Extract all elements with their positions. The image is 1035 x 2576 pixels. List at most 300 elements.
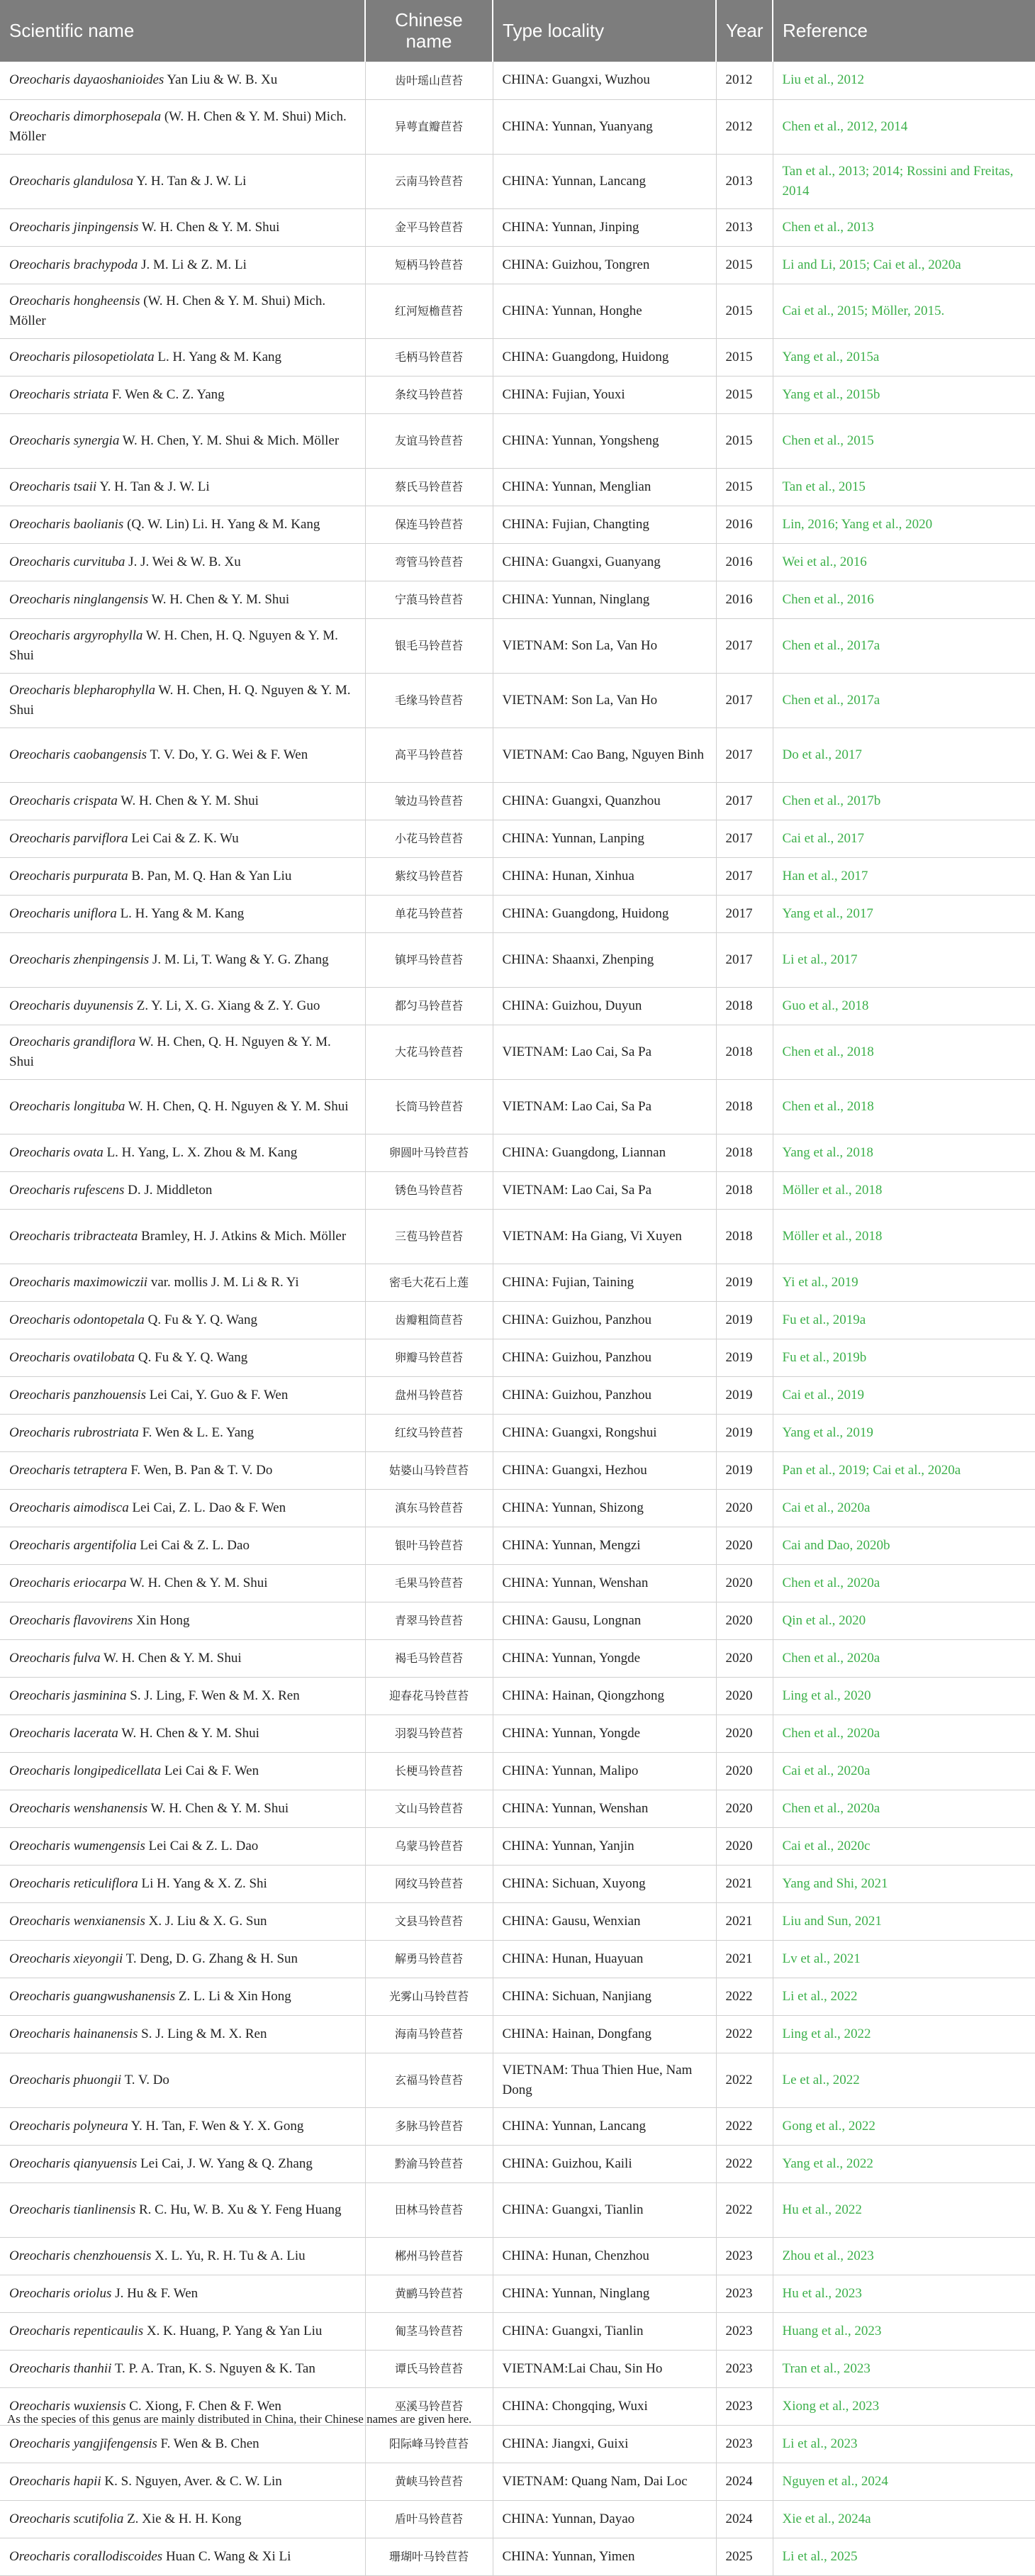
chinese-name-cell: 银毛马铃苣苔 [365,618,493,673]
chinese-name-cell: 都匀马铃苣苔 [365,987,493,1025]
table-row [0,284,1035,338]
table-row [0,1902,1035,1940]
species-authority: J. Hu & F. Wen [115,2285,198,2301]
table-row [0,2015,1035,2053]
type-locality-cell: CHINA: Fujian, Taining [493,1264,716,1301]
reference-link[interactable]: Chen et al., 2017b [773,782,1035,820]
species-authority: Lei Cai, Z. L. Dao & F. Wen [132,1500,286,1515]
scientific-name-cell [0,2350,365,2387]
year-cell: 2017 [716,857,773,895]
year-cell: 2017 [716,618,773,673]
type-locality-cell: CHINA: Guizhou, Panzhou [493,1301,716,1339]
species-epithet: Oreocharis yangjifengensis [9,2436,157,2451]
reference-link[interactable]: Tan et al., 2015 [773,468,1035,506]
table-row [0,2538,1035,2575]
species-epithet: Oreocharis xieyongii [9,1951,123,1966]
table-row [0,1940,1035,1978]
header-chinese-name: Chinese name [365,0,493,62]
species-epithet: Oreocharis tianlinensis [9,2202,136,2217]
table-row [0,1677,1035,1714]
species-authority: T. P. A. Tran, K. S. Nguyen & K. Tan [114,2360,315,2376]
table-row [0,506,1035,543]
chinese-name-cell: 金平马铃苣苔 [365,208,493,246]
year-cell: 2019 [716,1451,773,1489]
chinese-name-cell: 友谊马铃苣苔 [365,413,493,468]
reference-link[interactable]: Yang et al., 2015a [773,338,1035,376]
reference-link[interactable]: Chen et al., 2020a [773,1639,1035,1677]
chinese-name-cell: 锈色马铃苣苔 [365,1171,493,1209]
year-cell: 2024 [716,2500,773,2538]
reference-link[interactable]: Yang and Shi, 2021 [773,1865,1035,1902]
chinese-name-cell: 迎春花马铃苣苔 [365,1677,493,1714]
table-row [0,2312,1035,2350]
reference-link[interactable]: Huang et al., 2023 [773,2312,1035,2350]
year-cell: 2017 [716,932,773,987]
year-cell: 2023 [716,2425,773,2463]
year-cell: 2016 [716,506,773,543]
species-epithet: Oreocharis synergia [9,433,120,448]
species-epithet: Oreocharis rubrostriata [9,1424,139,1440]
scientific-name-cell [0,2312,365,2350]
chinese-name-cell: 三苞马铃苣苔 [365,1209,493,1264]
chinese-name-cell: 卵瓣马铃苣苔 [365,1339,493,1376]
chinese-name-cell: 单花马铃苣苔 [365,895,493,932]
type-locality-cell: CHINA: Guangxi, Quanzhou [493,782,716,820]
type-locality-cell: CHINA: Guangxi, Tianlin [493,2182,716,2237]
chinese-name-cell: 镇坪马铃苣苔 [365,932,493,987]
scientific-name-cell [0,208,365,246]
type-locality-cell: CHINA: Yunnan, Lanping [493,820,716,857]
reference-link[interactable]: Yang et al., 2015b [773,376,1035,413]
table-row [0,1865,1035,1902]
scientific-name-cell [0,1639,365,1677]
species-epithet: Oreocharis duyunensis [9,998,134,1013]
reference-link[interactable]: Guo et al., 2018 [773,987,1035,1025]
type-locality-cell: CHINA: Jiangxi, Guixi [493,2425,716,2463]
scientific-name-cell [0,1714,365,1752]
table-header-row [0,0,1035,62]
table-row [0,895,1035,932]
species-authority: (Q. W. Lin) Li. H. Yang & M. Kang [127,516,320,532]
type-locality-cell: CHINA: Chongqing, Wuxi [493,2387,716,2425]
type-locality-cell: VIETNAM: Thua Thien Hue, Nam Dong [493,2053,716,2107]
scientific-name-cell [0,543,365,581]
scientific-name-cell [0,2500,365,2538]
reference-link[interactable]: Do et al., 2017 [773,727,1035,782]
reference-link[interactable]: Gong et al., 2022 [773,2107,1035,2145]
type-locality-cell: CHINA: Guangdong, Liannan [493,1134,716,1171]
scientific-name-cell [0,1527,365,1564]
year-cell: 2018 [716,1079,773,1134]
year-cell: 2020 [716,1639,773,1677]
reference-link[interactable]: Liu et al., 2012 [773,62,1035,99]
chinese-name-cell: 长梗马铃苣苔 [365,1752,493,1790]
reference-link[interactable]: Le et al., 2022 [773,2053,1035,2107]
year-cell: 2020 [716,1564,773,1602]
reference-link[interactable]: Möller et al., 2018 [773,1209,1035,1264]
chinese-name-cell: 青翠马铃苣苔 [365,1602,493,1639]
table-row [0,1171,1035,1209]
scientific-name-cell [0,506,365,543]
year-cell: 2017 [716,820,773,857]
species-epithet: Oreocharis ovata [9,1144,103,1160]
scientific-name-cell [0,1301,365,1339]
scientific-name-cell [0,2237,365,2275]
scientific-name-cell [0,1940,365,1978]
year-cell: 2013 [716,208,773,246]
species-epithet: Oreocharis flavovirens [9,1612,133,1628]
species-authority: J. M. Li & Z. M. Li [141,257,247,272]
reference-link[interactable]: Chen et al., 2015 [773,413,1035,468]
type-locality-cell: VIETNAM: Son La, Van Ho [493,618,716,673]
chinese-name-cell: 文县马铃苣苔 [365,1902,493,1940]
chinese-name-cell: 毛果马铃苣苔 [365,1564,493,1602]
species-authority: Q. Fu & Y. Q. Wang [147,1312,257,1327]
table-row [0,2145,1035,2182]
table-row [0,338,1035,376]
year-cell: 2023 [716,2387,773,2425]
scientific-name-cell [0,1376,365,1414]
chinese-name-cell: 黔渝马铃苣苔 [365,2145,493,2182]
type-locality-cell: CHINA: Hainan, Dongfang [493,2015,716,2053]
chinese-name-cell: 异萼直瓣苣苔 [365,99,493,154]
year-cell: 2015 [716,338,773,376]
header-type-locality: Type locality [493,0,716,62]
type-locality-cell: CHINA: Gausu, Longnan [493,1602,716,1639]
reference-link[interactable]: Cai et al., 2020a [773,1489,1035,1527]
reference-link[interactable]: Wei et al., 2016 [773,543,1035,581]
species-epithet: Oreocharis fulva [9,1650,101,1666]
species-authority: Z. Xie & H. H. Kong [127,2511,242,2526]
reference-link[interactable]: Chen et al., 2017a [773,673,1035,727]
species-epithet: Oreocharis ovatilobata [9,1349,135,1365]
reference-link[interactable]: Chen et al., 2020a [773,1564,1035,1602]
species-authority: Lei Cai & F. Wen [164,1763,259,1778]
species-epithet: Oreocharis argentifolia [9,1537,137,1553]
reference-link[interactable]: Chen et al., 2018 [773,1079,1035,1134]
species-authority: Y. H. Tan, F. Wen & Y. X. Gong [130,2118,304,2134]
species-authority: J. M. Li, T. Wang & Y. G. Zhang [152,952,329,967]
species-epithet: Oreocharis purpurata [9,868,128,883]
type-locality-cell: CHINA: Yunnan, Yimen [493,2538,716,2575]
year-cell: 2023 [716,2275,773,2312]
year-cell: 2018 [716,1171,773,1209]
species-authority: F. Wen, B. Pan & T. V. Do [130,1462,273,1478]
species-authority: Yan Liu & W. B. Xu [167,72,278,88]
chinese-name-cell: 网纹马铃苣苔 [365,1865,493,1902]
scientific-name-cell [0,857,365,895]
species-epithet: Oreocharis hainanensis [9,2026,138,2041]
reference-link[interactable]: Hu et al., 2023 [773,2275,1035,2312]
table-row [0,2463,1035,2500]
type-locality-cell: VIETNAM: Son La, Van Ho [493,673,716,727]
scientific-name-cell [0,1489,365,1527]
species-epithet: Oreocharis wumengensis [9,1838,145,1853]
reference-link[interactable]: Fu et al., 2019a [773,1301,1035,1339]
species-authority: W. H. Chen, Q. H. Nguyen & Y. M. Shui [128,1098,349,1114]
species-authority: L. H. Yang, L. X. Zhou & M. Kang [106,1144,298,1160]
table-row [0,782,1035,820]
reference-link[interactable]: Cai et al., 2020c [773,1827,1035,1865]
scientific-name-cell [0,1209,365,1264]
species-epithet: Oreocharis pilosopetiolata [9,349,155,364]
scientific-name-cell [0,1079,365,1134]
year-cell: 2018 [716,1025,773,1079]
species-authority: Lei Cai, Y. Guo & F. Wen [149,1387,289,1403]
reference-link[interactable]: Möller et al., 2018 [773,1171,1035,1209]
reference-link[interactable]: Xiong et al., 2023 [773,2387,1035,2425]
reference-link[interactable]: Tran et al., 2023 [773,2350,1035,2387]
chinese-name-cell: 红河短檐苣苔 [365,284,493,338]
type-locality-cell: CHINA: Yunnan, Ninglang [493,581,716,618]
scientific-name-cell [0,932,365,987]
year-cell: 2020 [716,1677,773,1714]
species-epithet: Oreocharis wenxianensis [9,1913,145,1929]
year-cell: 2022 [716,2053,773,2107]
year-cell: 2016 [716,581,773,618]
species-authority: S. J. Ling & M. X. Ren [141,2026,267,2041]
chinese-name-cell: 阳际峰马铃苣苔 [365,2425,493,2463]
table-row [0,1489,1035,1527]
table-row [0,727,1035,782]
year-cell: 2021 [716,1940,773,1978]
year-cell: 2020 [716,1489,773,1527]
table-row [0,1134,1035,1171]
year-cell: 2019 [716,1339,773,1376]
year-cell: 2023 [716,2237,773,2275]
reference-link[interactable]: Li et al., 2017 [773,932,1035,987]
scientific-name-cell [0,2107,365,2145]
reference-link[interactable]: Chen et al., 2020a [773,1714,1035,1752]
table-row [0,1414,1035,1451]
table-row [0,1602,1035,1639]
year-cell: 2019 [716,1414,773,1451]
reference-link[interactable]: Chen et al., 2013 [773,208,1035,246]
reference-link[interactable]: Lv et al., 2021 [773,1940,1035,1978]
reference-link[interactable]: Cai and Dao, 2020b [773,1527,1035,1564]
type-locality-cell: CHINA: Yunnan, Yanjin [493,1827,716,1865]
scientific-name-cell [0,987,365,1025]
scientific-name-cell [0,468,365,506]
year-cell: 2021 [716,1865,773,1902]
table-row [0,1264,1035,1301]
reference-link[interactable]: Cai et al., 2017 [773,820,1035,857]
reference-link[interactable]: Zhou et al., 2023 [773,2237,1035,2275]
type-locality-cell: CHINA: Hunan, Xinhua [493,857,716,895]
species-epithet: Oreocharis qianyuensis [9,2156,138,2171]
chinese-name-cell: 红纹马铃苣苔 [365,1414,493,1451]
species-epithet: Oreocharis eriocarpa [9,1575,127,1590]
reference-link[interactable]: Li et al., 2025 [773,2538,1035,2575]
scientific-name-cell [0,1602,365,1639]
year-cell: 2022 [716,2182,773,2237]
species-authority: Huan C. Wang & Xi Li [165,2548,291,2564]
species-epithet: Oreocharis jasminina [9,1688,127,1703]
table-row [0,246,1035,284]
reference-link[interactable]: Lin, 2016; Yang et al., 2020 [773,506,1035,543]
reference-link[interactable]: Xie et al., 2024a [773,2500,1035,2538]
reference-link[interactable]: Ling et al., 2022 [773,2015,1035,2053]
table-row [0,2182,1035,2237]
table-row [0,1790,1035,1827]
reference-link[interactable]: Li et al., 2022 [773,1978,1035,2015]
species-authority: Lei Cai, J. W. Yang & Q. Zhang [140,2156,313,2171]
type-locality-cell: CHINA: Yunnan, Lancang [493,2107,716,2145]
reference-link[interactable]: Yi et al., 2019 [773,1264,1035,1301]
year-cell: 2015 [716,413,773,468]
header-year: Year [716,0,773,62]
reference-link[interactable]: Li and Li, 2015; Cai et al., 2020a [773,246,1035,284]
species-epithet: Oreocharis maximowiczii [9,1274,148,1290]
chinese-name-cell: 紫纹马铃苣苔 [365,857,493,895]
reference-link[interactable]: Yang et al., 2019 [773,1414,1035,1451]
reference-link[interactable]: Nguyen et al., 2024 [773,2463,1035,2500]
reference-link[interactable]: Cai et al., 2015; Möller, 2015. [773,284,1035,338]
chinese-name-cell: 保连马铃苣苔 [365,506,493,543]
scientific-name-cell [0,2182,365,2237]
table-row [0,1564,1035,1602]
species-epithet: Oreocharis aimodisca [9,1500,129,1515]
chinese-name-cell: 大花马铃苣苔 [365,1025,493,1079]
table-row [0,99,1035,154]
reference-link[interactable]: Pan et al., 2019; Cai et al., 2020a [773,1451,1035,1489]
reference-link[interactable]: Hu et al., 2022 [773,2182,1035,2237]
type-locality-cell: CHINA: Sichuan, Xuyong [493,1865,716,1902]
reference-link[interactable]: Fu et al., 2019b [773,1339,1035,1376]
type-locality-cell: CHINA: Guizhou, Duyun [493,987,716,1025]
year-cell: 2024 [716,2463,773,2500]
type-locality-cell: CHINA: Guizhou, Kaili [493,2145,716,2182]
table-row [0,2237,1035,2275]
species-authority: R. C. Hu, W. B. Xu & Y. Feng Huang [138,2202,342,2217]
species-authority: X. K. Huang, P. Yang & Yan Liu [146,2323,323,2338]
reference-link[interactable]: Yang et al., 2018 [773,1134,1035,1171]
scientific-name-cell [0,581,365,618]
species-epithet: Oreocharis guangwushanensis [9,1988,176,2004]
scientific-name-cell [0,727,365,782]
table-row [0,618,1035,673]
table-row [0,987,1035,1025]
reference-link[interactable]: Chen et al., 2018 [773,1025,1035,1079]
reference-link[interactable]: Qin et al., 2020 [773,1602,1035,1639]
species-authority: W. H. Chen, Q. H. Nguyen & Y. M. Shui [9,1034,331,1069]
chinese-name-cell: 毛柄马铃苣苔 [365,338,493,376]
table-row [0,1527,1035,1564]
scientific-name-cell [0,2015,365,2053]
species-authority: K. S. Nguyen, Aver. & C. W. Lin [104,2473,282,2489]
species-authority: W. H. Chen & Y. M. Shui [103,1650,242,1666]
reference-link[interactable]: Cai et al., 2020a [773,1752,1035,1790]
species-epithet: Oreocharis caobangensis [9,747,147,762]
table-row [0,376,1035,413]
scientific-name-cell [0,1025,365,1079]
species-epithet: Oreocharis glandulosa [9,173,134,189]
species-authority: W. H. Chen & Y. M. Shui [151,591,290,607]
year-cell: 2016 [716,543,773,581]
species-epithet: Oreocharis polyneura [9,2118,128,2134]
species-authority: C. Xiong, F. Chen & F. Wen [129,2398,281,2414]
species-authority: W. H. Chen, Y. M. Shui & Mich. Möller [122,433,340,448]
reference-link[interactable]: Liu and Sun, 2021 [773,1902,1035,1940]
year-cell: 2020 [716,1527,773,1564]
species-epithet: Oreocharis zhenpingensis [9,952,150,967]
scientific-name-cell [0,2053,365,2107]
type-locality-cell: CHINA: Yunnan, Malipo [493,1752,716,1790]
table-row [0,857,1035,895]
scientific-name-cell [0,2275,365,2312]
scientific-name-cell [0,618,365,673]
chinese-name-cell: 盘州马铃苣苔 [365,1376,493,1414]
chinese-name-cell: 短柄马铃苣苔 [365,246,493,284]
table-row [0,413,1035,468]
table-row [0,1025,1035,1079]
table-row [0,1301,1035,1339]
scientific-name-cell [0,1134,365,1171]
reference-link[interactable]: Chen et al., 2020a [773,1790,1035,1827]
reference-link[interactable]: Li et al., 2023 [773,2425,1035,2463]
chinese-name-cell: 高平马铃苣苔 [365,727,493,782]
chinese-name-cell: 皱边马铃苣苔 [365,782,493,820]
type-locality-cell: CHINA: Shaanxi, Zhenping [493,932,716,987]
chinese-name-cell: 滇东马铃苣苔 [365,1489,493,1527]
scientific-name-cell [0,2538,365,2575]
species-authority: X. L. Yu, R. H. Tu & A. Liu [155,2248,306,2263]
reference-link[interactable]: Chen et al., 2016 [773,581,1035,618]
species-epithet: Oreocharis grandiflora [9,1034,136,1049]
species-authority: Lei Cai & Z. L. Dao [140,1537,250,1553]
reference-link[interactable]: Tan et al., 2013; 2014; Rossini and Freitas, 2014 [773,154,1035,208]
scientific-name-cell [0,1264,365,1301]
reference-link[interactable]: Ling et al., 2020 [773,1677,1035,1714]
type-locality-cell: VIETNAM: Lao Cai, Sa Pa [493,1025,716,1079]
type-locality-cell: CHINA: Yunnan, Wenshan [493,1564,716,1602]
year-cell: 2018 [716,1134,773,1171]
scientific-name-cell [0,2145,365,2182]
species-epithet: Oreocharis oriolus [9,2285,112,2301]
species-authority: X. J. Liu & X. G. Sun [148,1913,267,1929]
type-locality-cell: CHINA: Guangdong, Huidong [493,895,716,932]
reference-link[interactable]: Cai et al., 2019 [773,1376,1035,1414]
table-row [0,2350,1035,2387]
table-row [0,543,1035,581]
table-row [0,1079,1035,1134]
reference-link[interactable]: Chen et al., 2017a [773,618,1035,673]
chinese-name-cell: 匍茎马铃苣苔 [365,2312,493,2350]
scientific-name-cell [0,1451,365,1489]
reference-link[interactable]: Chen et al., 2012, 2014 [773,99,1035,154]
chinese-name-cell: 银叶马铃苣苔 [365,1527,493,1564]
year-cell: 2022 [716,2107,773,2145]
reference-link[interactable]: Han et al., 2017 [773,857,1035,895]
species-epithet: Oreocharis tetraptera [9,1462,128,1478]
reference-link[interactable]: Yang et al., 2017 [773,895,1035,932]
reference-link[interactable]: Yang et al., 2022 [773,2145,1035,2182]
chinese-name-cell: 齿叶瑶山苣苔 [365,62,493,99]
type-locality-cell: CHINA: Yunnan, Honghe [493,284,716,338]
species-epithet: Oreocharis reticuliflora [9,1875,138,1891]
scientific-name-cell [0,284,365,338]
species-authority: Xin Hong [136,1612,190,1628]
chinese-name-cell: 多脉马铃苣苔 [365,2107,493,2145]
table-row [0,208,1035,246]
scientific-name-cell [0,1902,365,1940]
year-cell: 2019 [716,1264,773,1301]
species-authority: Y. H. Tan & J. W. Li [99,479,210,494]
year-cell: 2020 [716,1790,773,1827]
table-row [0,581,1035,618]
type-locality-cell: CHINA: Guangxi, Wuzhou [493,62,716,99]
chinese-name-cell: 郴州马铃苣苔 [365,2237,493,2275]
